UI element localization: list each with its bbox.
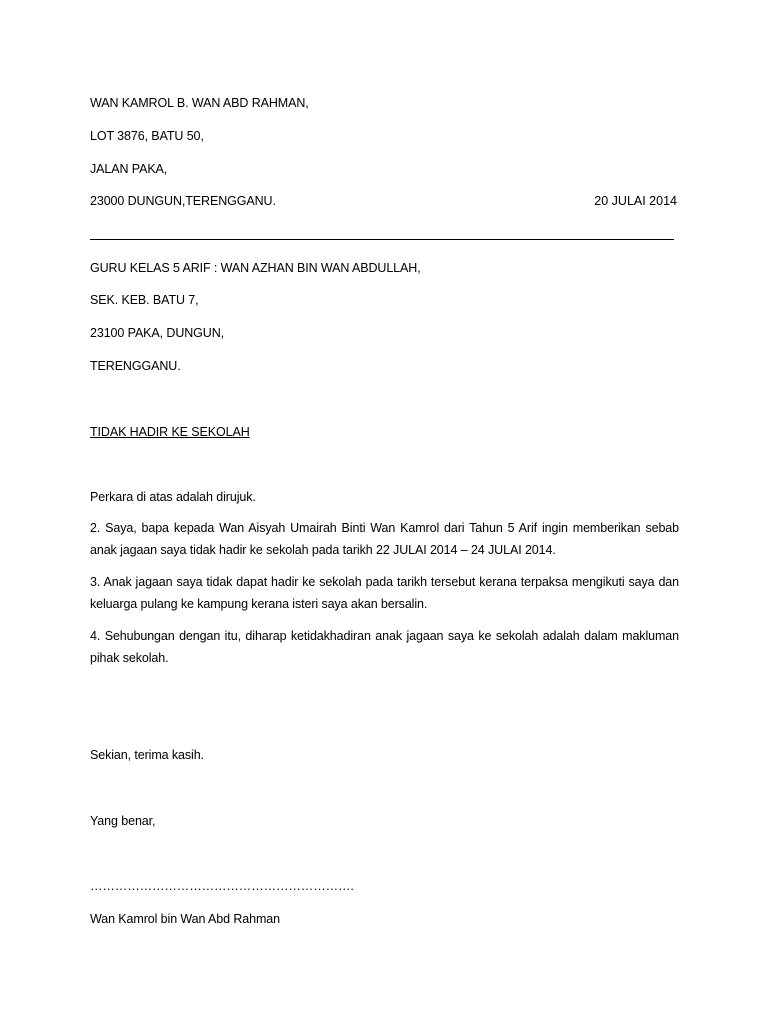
sender-address-line-3: 23000 DUNGUN,TERENGGANU. [90,194,276,208]
letter-date: 20 JULAI 2014 [594,194,677,208]
subject-heading: TIDAK HADIR KE SEKOLAH [90,425,250,439]
recipient-address-line-3: TERENGGANU. [90,359,181,373]
recipient-address-line-1: SEK. KEB. BATU 7, [90,293,199,307]
closing-thanks: Sekian, terima kasih. [90,748,204,762]
signatory-name: Wan Kamrol bin Wan Abd Rahman [90,912,281,926]
recipient-name: GURU KELAS 5 ARIF : WAN AZHAN BIN WAN ABDULLAH, [90,261,421,275]
opening-line: Perkara di atas adalah dirujuk. [90,490,256,504]
sender-name: WAN KAMROL B. WAN ABD RAHMAN, [90,96,309,110]
paragraph-3: 3. Anak jagaan saya tidak dapat hadir ke sekolah pada tarikh tersebut kerana terpaksa mengikuti saya dan keluarga pulang ke kampung kerana isteri saya akan bersalin. [90,575,679,611]
sender-address-line-2: JALAN PAKA, [90,162,168,176]
paragraph-4: 4. Sehubungan dengan itu, diharap ketidakhadiran anak jagaan saya ke sekolah adalah dalam makluman pihak sekolah. [90,629,679,665]
recipient-address-line-2: 23100 PAKA, DUNGUN, [90,326,225,340]
valediction: Yang benar, [90,814,156,828]
signature-line: ………………………………………………………. [90,879,354,893]
separator-line [90,239,674,240]
paragraph-2: 2. Saya, bapa kepada Wan Aisyah Umairah Binti Wan Kamrol dari Tahun 5 Arif ingin memberikan sebab anak jagaan saya tidak hadir ke sekolah pada tarikh 22 JULAI 2014 – 24 JULAI 2014. [90,521,679,557]
sender-address-line-1: LOT 3876, BATU 50, [90,129,204,143]
